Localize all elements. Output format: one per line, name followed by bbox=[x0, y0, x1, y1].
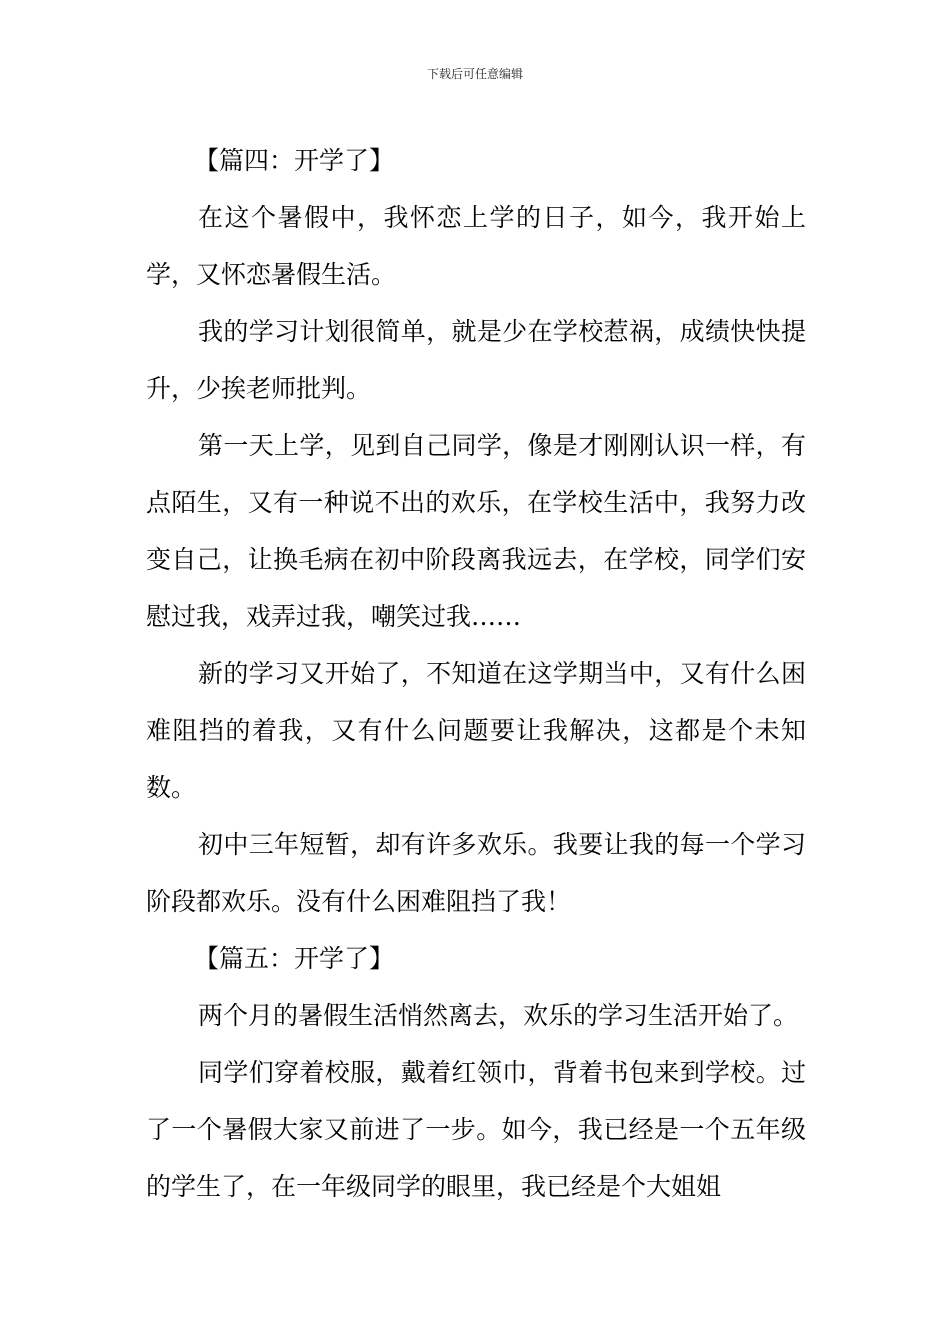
paragraph: 我的学习计划很简单，就是少在学校惹祸，成绩快快提升，少挨老师批判。 bbox=[146, 317, 806, 403]
paragraph: 同学们穿着校服，戴着红领巾，背着书包来到学校。过了一个暑假大家又前进了一步。如今，我已经是一个五年级的学生了，在一年级同学的眼里，我已经是个大姐姐 bbox=[146, 1058, 806, 1201]
paragraph: 新的学习又开始了，不知道在这学期当中，又有什么困难阻挡的着我，又有什么问题要让我解决，这都是个未知数。 bbox=[146, 659, 806, 802]
section-heading-4: 【篇四：开学了】 bbox=[194, 146, 395, 175]
paragraph: 在这个暑假中，我怀恋上学的日子，如今，我开始上学，又怀恋暑假生活。 bbox=[146, 203, 806, 289]
paragraph: 初中三年短暂，却有许多欢乐。我要让我的每一个学习阶段都欢乐。没有什么困难阻挡了我！ bbox=[146, 830, 806, 916]
paragraph: 两个月的暑假生活悄然离去，欢乐的学习生活开始了。 bbox=[198, 1001, 799, 1030]
section-heading-5: 【篇五：开学了】 bbox=[194, 944, 395, 973]
paragraph: 第一天上学，见到自己同学，像是才刚刚认识一样，有点陌生，又有一种说不出的欢乐，在学校生活中，我努力改变自己，让换毛病在初中阶段离我远去，在学校，同学们安慰过我，戏弄过我，嘲笑过我…… bbox=[146, 431, 806, 631]
page-header: 下载后可任意编辑 bbox=[426, 67, 523, 81]
document-body bbox=[146, 132, 806, 1215]
